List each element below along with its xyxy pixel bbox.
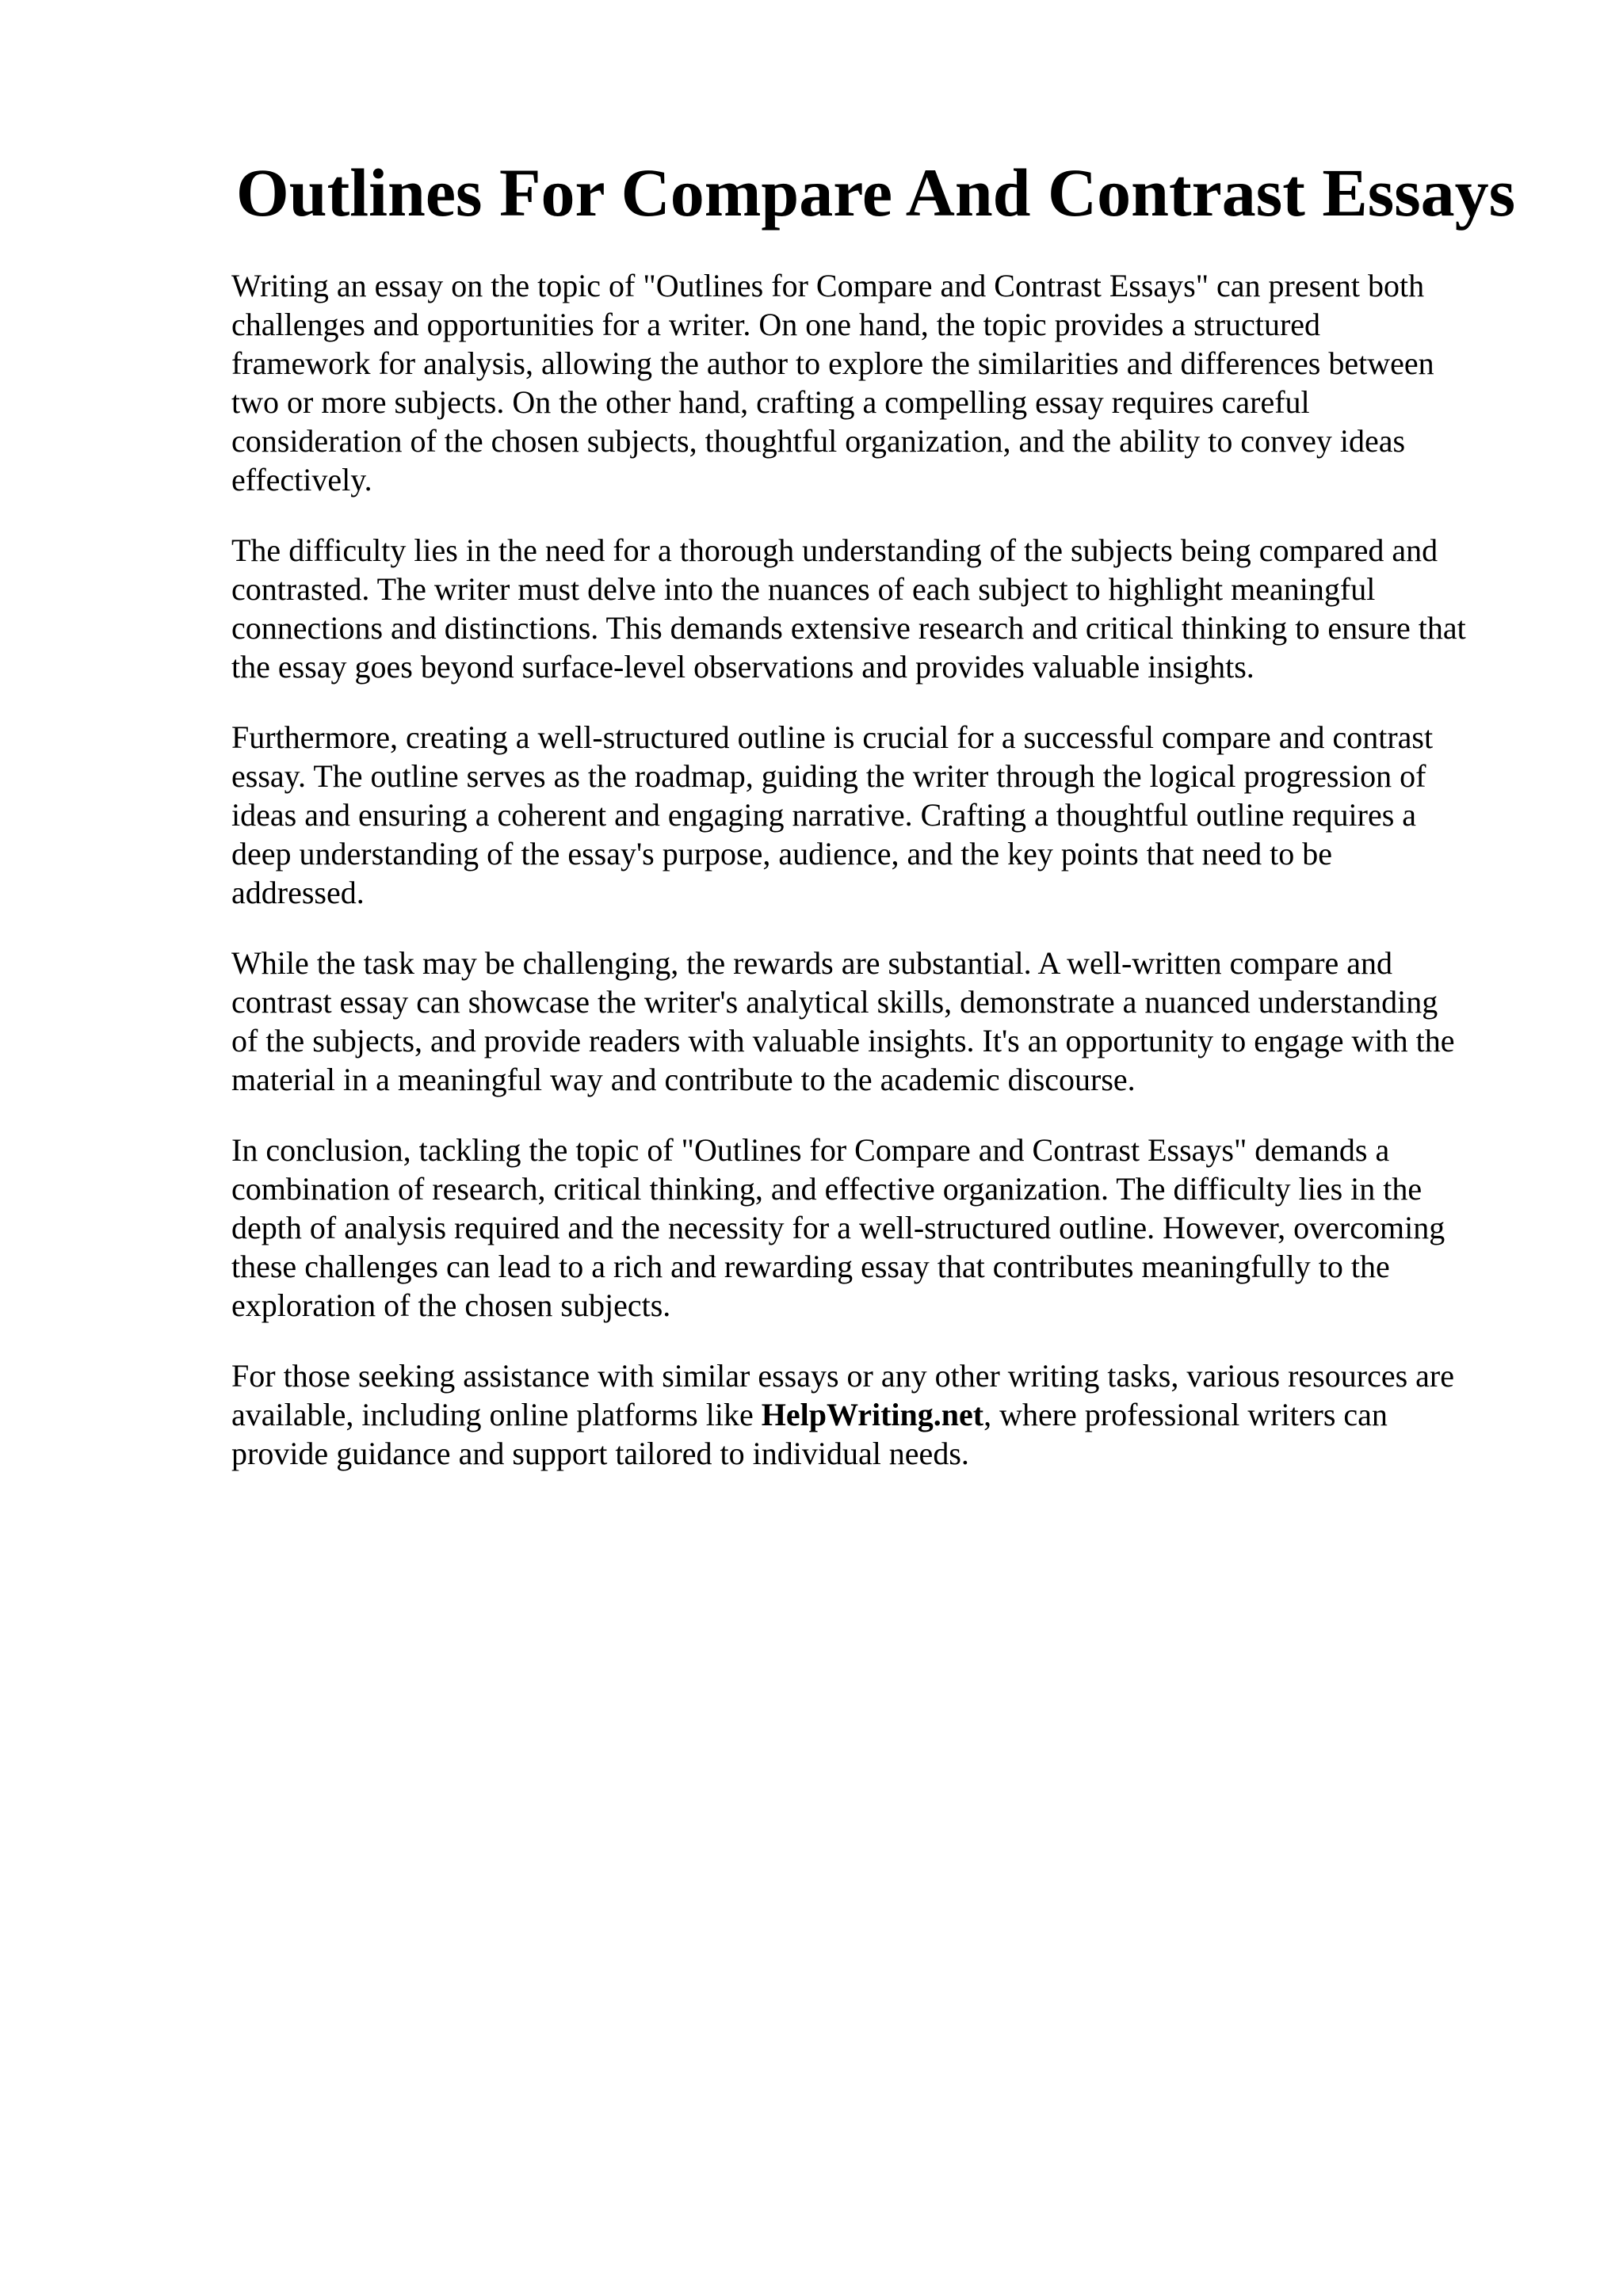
text-line: essay. The outline serves as the roadmap, guiding the writer through the logical progression of — [231, 758, 1426, 794]
text-line: In conclusion, tackling the topic of "Outlines for Compare and Contrast Essays" demands a — [231, 1132, 1390, 1168]
text-line: contrasted. The writer must delve into the nuances of each subject to highlight meaningful — [231, 571, 1376, 607]
text-line: framework for analysis, allowing the author to explore the similarities and differences between — [231, 345, 1434, 381]
text-line: combination of research, critical thinking, and effective organization. The difficulty lies in the — [231, 1171, 1423, 1207]
text-line: consideration of the chosen subjects, thoughtful organization, and the ability to convey ideas — [231, 423, 1406, 459]
text-line: The difficulty lies in the need for a thorough understanding of the subjects being compared and — [231, 532, 1438, 568]
paragraph-closing — [231, 1356, 1531, 1473]
text-line: these challenges can lead to a rich and rewarding essay that contributes meaningfully to the — [231, 1249, 1390, 1284]
text-segment: , where professional writers can — [983, 1397, 1388, 1432]
text-line: effectively. — [231, 462, 372, 498]
text-line: contrast essay can showcase the writer's analytical skills, demonstrate a nuanced understanding — [231, 984, 1438, 1020]
text-line: connections and distinctions. This demands extensive research and critical thinking to ensure that — [231, 610, 1466, 646]
text-line: challenges and opportunities for a writer. On one hand, the topic provides a structured — [231, 307, 1321, 342]
text-line: material in a meaningful way and contribute to the academic discourse. — [231, 1062, 1136, 1097]
page-title: Outlines For Compare And Contrast Essays — [235, 154, 1516, 231]
text-line: Furthermore, creating a well-structured outline is crucial for a successful compare and contrast — [231, 719, 1434, 755]
text-line: the essay goes beyond surface-level observations and provides valuable insights. — [231, 649, 1254, 685]
text-line: exploration of the chosen subjects. — [231, 1287, 671, 1323]
text-line: provide guidance and support tailored to individual needs. — [231, 1436, 969, 1471]
text-line: deep understanding of the essay's purpose, audience, and the key points that need to be — [231, 836, 1333, 871]
text-line: While the task may be challenging, the rewards are substantial. A well-written compare and — [231, 945, 1393, 981]
paragraph-2 — [231, 531, 1531, 686]
text-line — [231, 1395, 1531, 1434]
paragraph-4 — [231, 944, 1531, 1099]
text-segment: available, including online platforms like — [231, 1397, 762, 1432]
text-line: ideas and ensuring a coherent and engaging narrative. Crafting a thoughtful outline requires a — [231, 797, 1417, 833]
brand-name: HelpWriting.net — [761, 1397, 984, 1432]
paragraph-3 — [231, 718, 1531, 912]
text-line: depth of analysis required and the necessity for a well-structured outline. However, overcoming — [231, 1210, 1445, 1245]
text-line: two or more subjects. On the other hand, crafting a compelling essay requires careful — [231, 384, 1310, 420]
text-line: For those seeking assistance with similar essays or any other writing tasks, various resources are — [231, 1358, 1454, 1394]
paragraph-1 — [231, 266, 1531, 499]
text-line: addressed. — [231, 875, 365, 910]
paragraph-5 — [231, 1131, 1531, 1325]
text-line: of the subjects, and provide readers with valuable insights. It's an opportunity to engage with the — [231, 1023, 1455, 1058]
document-body — [231, 266, 1531, 1505]
text-line: Writing an essay on the topic of "Outlines for Compare and Contrast Essays" can present both — [231, 268, 1425, 303]
